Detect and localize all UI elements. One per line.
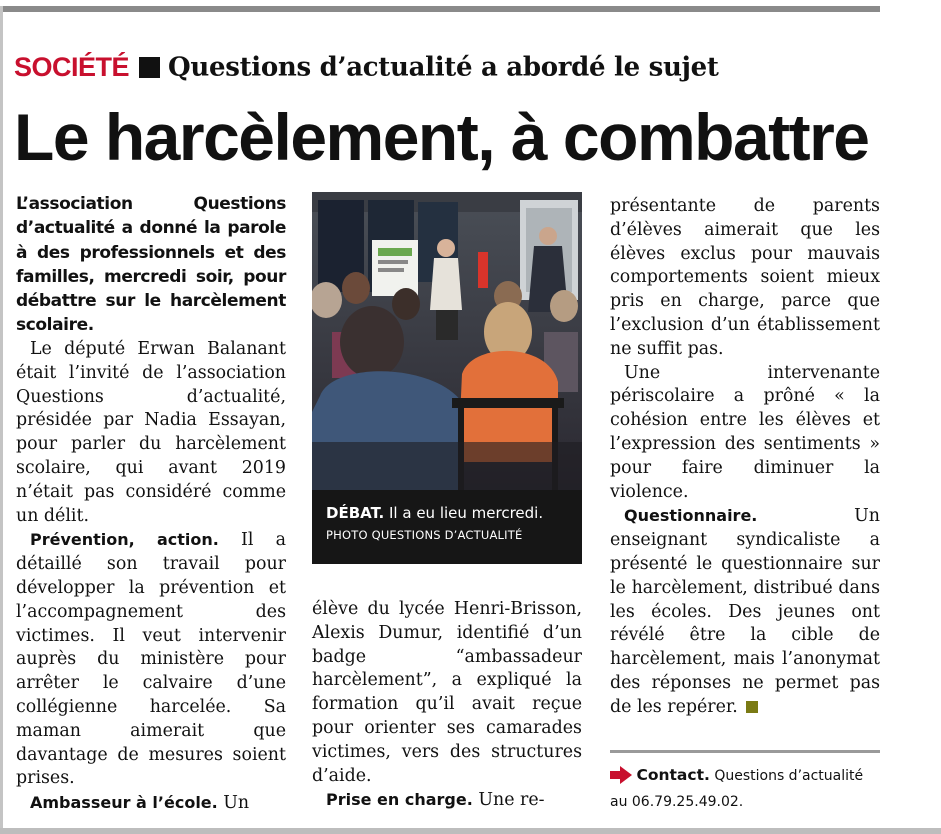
column-3-paragraph-2: Une intervenante périscolaire a prôné « la cohésion entre les élèves et l’expression des sentiments » pour faire diminuer la violence. [610,362,880,502]
runin-ambasseur: Ambasseur à l’école. [30,793,218,813]
column-1-paragraph-2 [16,528,286,791]
column-2-paragraph-1: élève du lycée Henri-Brisson, Alexis Dumur, identifié d’un badge “ambassadeur harcèlement”, a expliqué la formation qu’il avait reçue pour orienter ses camarades victimes, vers des structures d’aide. [312,599,582,786]
caption-line [326,502,572,524]
column-3-paragraph-1: présentante de parents d’élèves aimerait que les élèves exclus pour mauvais comportements soient mieux pris en charge, parce que l’exclusion d’un établissement ne suffit pas. [610,196,880,359]
runin-questionnaire: Questionnaire. [624,506,758,526]
column-2 [312,598,582,813]
column-3-paragraph-3-text: Un enseignant syndicaliste a présenté le questionnaire sur le harcèlement, distribué dans les écoles. Des jeunes ont révélé être la cible de harcèlement, mais l’anonymat des réponses ne permet pas de les repérer. [610,506,880,717]
rubric-label: SOCIÉTÉ [14,52,130,82]
column-3-paragraph-3 [610,504,880,719]
column-1-paragraph-3-text: Un [217,793,250,814]
headline: Le harcèlement, à combattre [14,100,869,174]
contact-text: Questions d’actualité au 06.79.25.49.02. [610,768,864,810]
column-1-paragraph-3 [16,791,286,816]
column-1-paragraph-2-text: Il a détaillé son travail pour développer la prévention et l’accompagnement des victimes. Il veut intervenir auprès du ministère pour arrêter le calvaire d’une collégienne harcelée. Sa maman aimerait que davantage de mesures soient prises. [16,530,287,789]
contact-arrow-icon [610,766,632,791]
runin-prise-en-charge: Prise en charge. [326,790,473,810]
column-1 [16,338,286,816]
kicker-subtitle: Questions d’actualité a abordé le sujet [168,52,719,83]
contact-label: Contact. [636,766,710,784]
photo-credit: PHOTO QUESTIONS D’ACTUALITÉ [326,528,523,542]
black-square-icon [139,57,160,78]
contact-box [610,764,885,813]
left-rule [0,6,3,834]
column-1-paragraph-1: Le député Erwan Balanant était l’invité de l’association Questions d’actualité, présidée par Nadia Essayan, pour parler du harcèlement scolaire, qui avant 2019 n’était pas considéré comme un délit. [16,339,286,526]
debate-photo [312,192,582,490]
end-square-icon [746,701,758,713]
caption-text: Il a eu lieu mercredi. [384,504,544,522]
bottom-rule [0,828,941,834]
top-rule [0,6,880,12]
contact-rule [610,750,880,753]
debate-photo-illustration [312,192,582,490]
column-2-paragraph-2-text: Une re- [472,790,545,811]
chapo: L’association Questions d’actualité a donné la parole à des professionnels et des familles, mercredi soir, pour débattre sur le harcèlement scolaire. [16,194,286,336]
runin-prevention: Prévention, action. [30,530,219,550]
column-2-paragraph-2 [312,788,582,813]
caption-label: DÉBAT. [326,504,385,522]
photo-caption [312,490,582,564]
kicker [14,52,874,92]
column-3 [610,195,880,720]
